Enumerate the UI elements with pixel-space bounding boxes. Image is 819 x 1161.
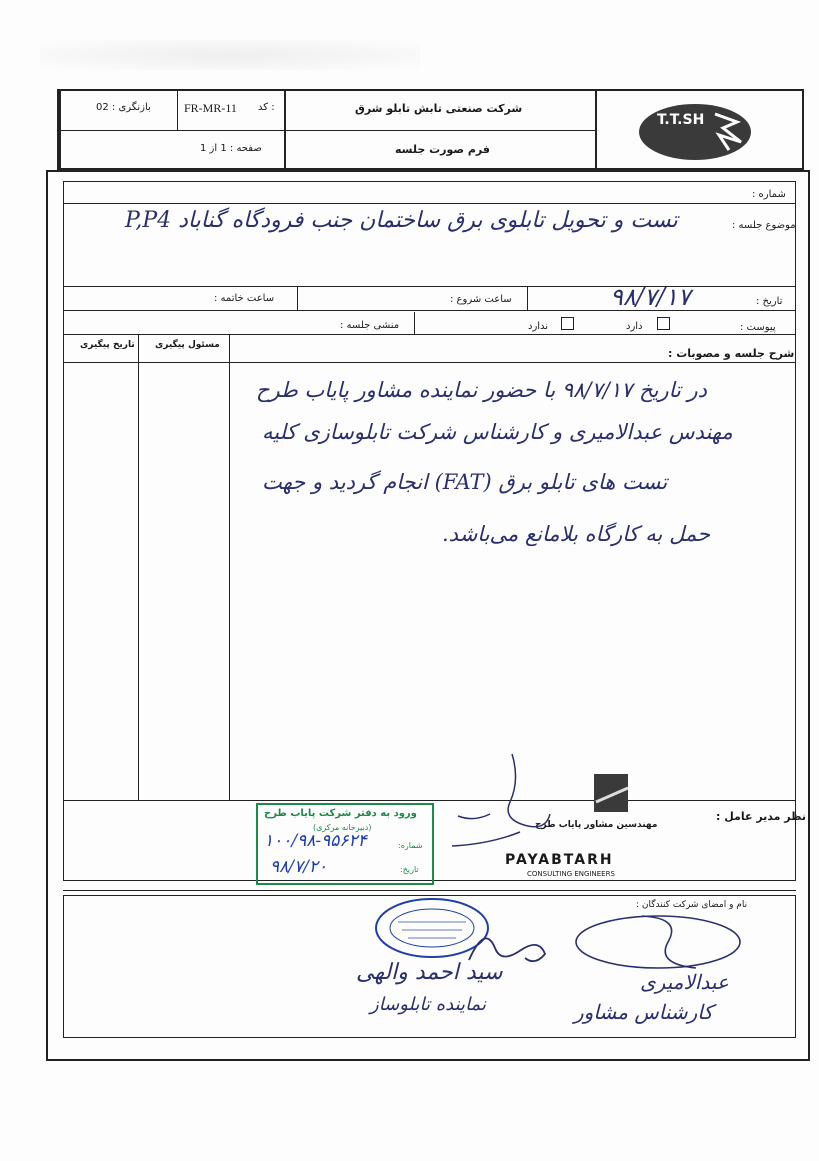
scan-smudge — [40, 40, 420, 70]
manager-signature — [450, 750, 590, 860]
minutes-line-3: تست های تابلو برق (FAT) انجام گردید و جهت — [262, 470, 668, 494]
company-logo — [637, 102, 755, 162]
hasnot-label: ندارد — [528, 321, 549, 332]
entry-stamp-sub: (دبیرخانه مرکزی) — [313, 823, 372, 832]
left-signer-name: سید احمد والهی — [356, 960, 503, 985]
minutes-line-4: حمل به کارگاه بلامانع می‌باشد. — [442, 522, 711, 546]
entry-number-value: ۱۰۰/۹۸-۹۵۶۲۴ — [264, 831, 367, 851]
number-label: شماره : — [752, 189, 786, 200]
end-time-label: ساعت خاتمه : — [214, 293, 275, 304]
payab-logo-icon — [592, 772, 632, 814]
entry-date-label: تاریخ: — [400, 865, 419, 874]
entry-date-value: ۹۸/۷/۲۰ — [270, 857, 328, 877]
attachment-label: پیوست : — [740, 322, 776, 333]
revision-label: بازنگری : 02 — [96, 102, 151, 113]
payabtarh-stamp — [455, 770, 665, 885]
code-label: کد : — [258, 102, 275, 113]
secretary-label: منشی جلسه : — [340, 320, 400, 331]
right-signature-scribble — [572, 908, 752, 978]
hasnot-checkbox[interactable] — [561, 317, 574, 330]
payab-sub: CONSULTING ENGINEERS — [527, 870, 615, 878]
subject-label: موضوع جلسه : — [732, 220, 796, 231]
date-label: تاریخ : — [756, 296, 783, 307]
entry-number-label: شماره: — [398, 841, 423, 850]
entry-stamp-title: ورود به دفتر شرکت پایاب طرح — [264, 808, 417, 819]
code-value: FR-MR-11 — [184, 101, 237, 115]
payab-name-fa: مهندسین مشاور پایاب طرح — [535, 820, 658, 830]
has-checkbox[interactable] — [657, 317, 670, 330]
col-responsible: مسئول پیگیری — [155, 340, 220, 350]
right-signer-name: عبدالامیری — [640, 970, 729, 994]
left-signer-role: نماینده تابلوساز — [370, 994, 486, 1015]
manager-label: نظر مدیر عامل : — [716, 810, 806, 823]
minutes-line-1: در تاریخ ۹۸/۷/۱۷ با حضور نماینده مشاور پایاب طرح — [256, 378, 708, 402]
logo-text: T.T.SH — [657, 112, 705, 128]
page-label: صفحه : 1 از 1 — [200, 143, 262, 154]
subject-value: تست و تحویل تابلوی برق ساختمان جنب فرودگاه گناباد P,P4 — [125, 208, 678, 233]
has-label: دارد — [626, 321, 643, 332]
company-name: شرکت صنعتی تابش تابلو شرق — [355, 102, 523, 115]
date-value: ۹۸/۷/۱۷ — [610, 283, 691, 311]
form-title: فرم صورت جلسه — [395, 143, 490, 156]
payab-name-en: PAYABTARH — [505, 852, 614, 868]
entry-stamp — [256, 803, 434, 885]
right-signer-role: کارشناس مشاور — [574, 1000, 713, 1024]
signatures-label: نام و امضای شرکت کنندگان : — [636, 900, 748, 910]
col-followup-date: تاریخ پیگیری — [80, 340, 135, 350]
minutes-line-2: مهندس عبدالامیری و کارشناس شرکت تابلوسازی کلیه — [262, 420, 733, 444]
minutes-label: شرح جلسه و مصوبات : — [668, 347, 795, 360]
start-time-label: ساعت شروع : — [450, 294, 512, 305]
